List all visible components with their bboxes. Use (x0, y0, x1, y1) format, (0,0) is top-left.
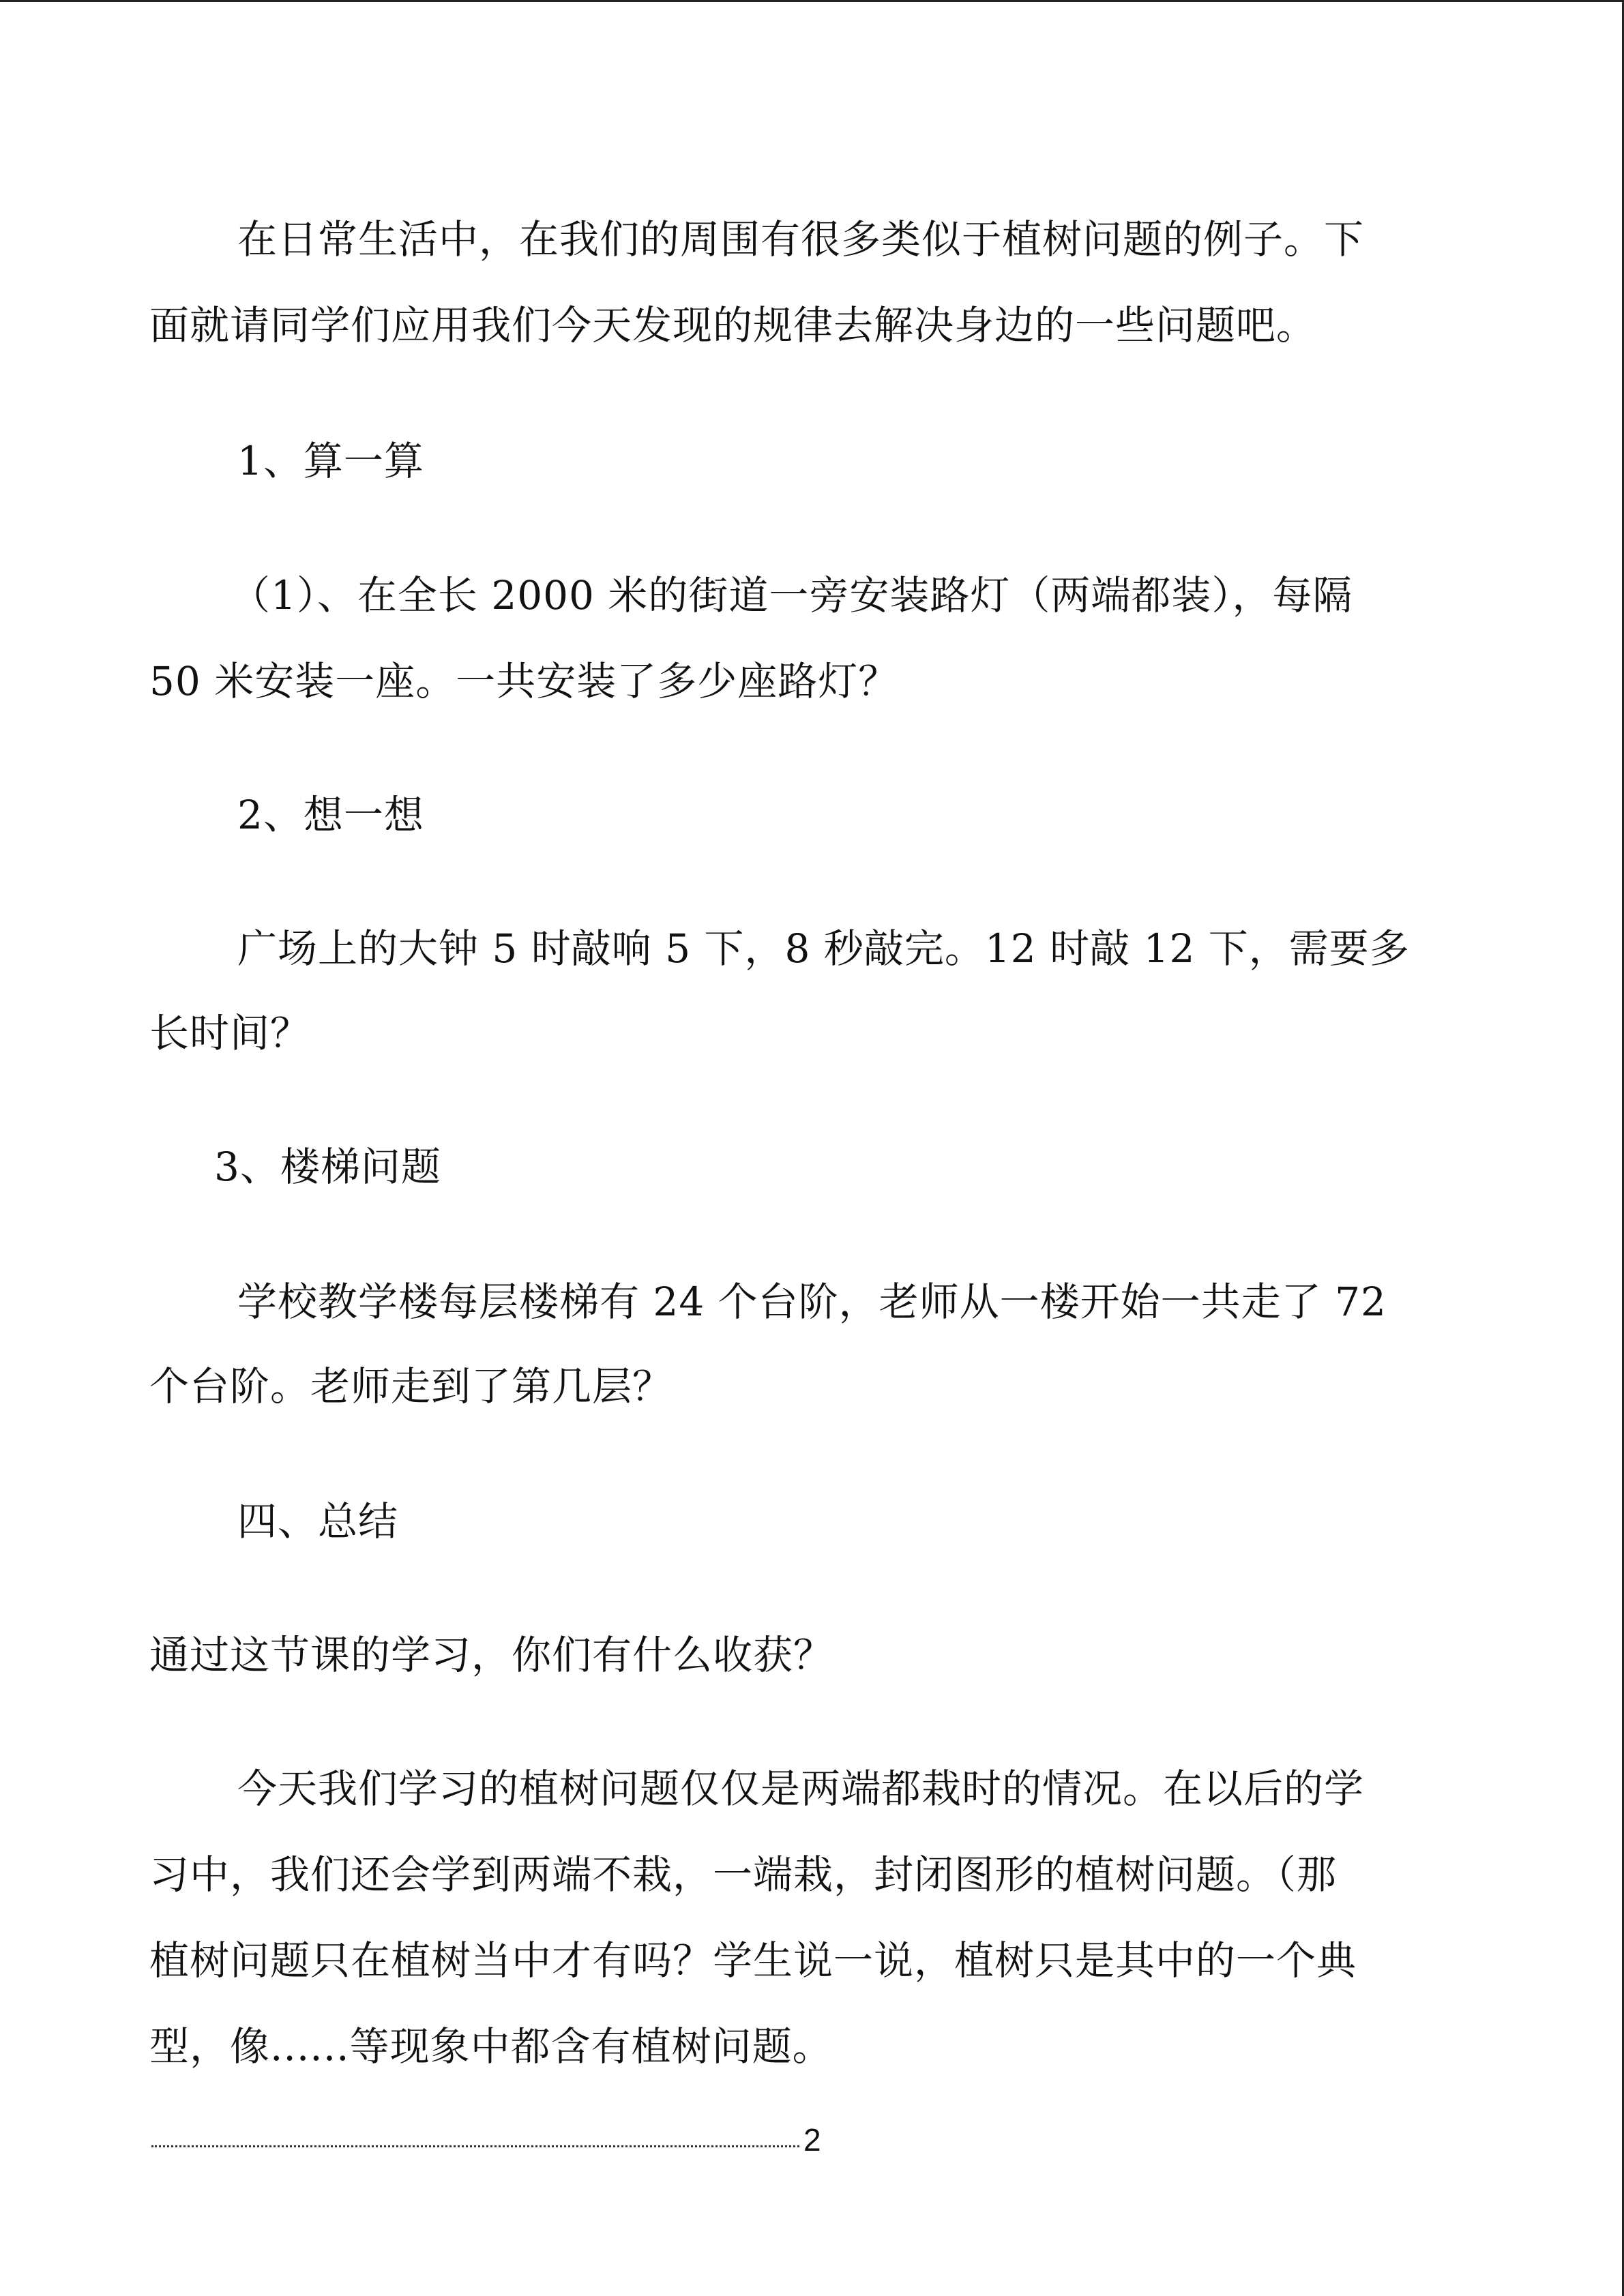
summary-paragraph-line-1: 今天我们学习的植树问题仅仅是两端都栽时的情况。在以后的学 (237, 1765, 1365, 1812)
problem-streetlight-line-1: （1）、在全长 2000 米的街道一旁安装路灯（两端都装），每隔 (231, 572, 1353, 618)
section-heading-stairs: 3、楼梯问题 (214, 1144, 441, 1190)
section-heading-summary: 四、总结 (237, 1498, 399, 1545)
problem-clock-line-1: 广场上的大钟 5 时敲响 5 下，8 秒敲完。12 时敲 12 下，需要多 (237, 925, 1410, 972)
page-number: 2 (803, 2122, 821, 2158)
problem-stairs-line-2: 个台阶。老师走到了第几层？ (149, 1363, 673, 1410)
summary-paragraph-line-2: 习中，我们还会学到两端不栽，一端栽，封闭图形的植树问题。（那 (149, 1851, 1338, 1898)
problem-clock-line-2: 长时间？ (149, 1010, 311, 1056)
paragraph-intro-line-1: 在日常生活中，在我们的周围有很多类似于植树问题的例子。下 (237, 216, 1365, 263)
footer-dotted-leader (151, 2145, 799, 2147)
summary-question: 通过这节课的学习，你们有什么收获？ (149, 1632, 834, 1678)
problem-streetlight-line-2: 50 米安装一座。一共安装了多少座路灯？ (149, 658, 899, 704)
section-heading-think: 2、想一想 (237, 792, 424, 838)
problem-stairs-line-1: 学校教学楼每层楼梯有 24 个台阶，老师从一楼开始一共走了 72 (237, 1279, 1387, 1325)
summary-paragraph-line-3: 植树问题只在植树当中才有吗？学生说一说，植树只是其中的一个典 (149, 1937, 1357, 1984)
section-heading-calculate: 1、算一算 (237, 438, 424, 484)
summary-paragraph-line-4: 型，像......等现象中都含有植树问题。 (149, 2023, 833, 2070)
paragraph-intro-line-2: 面就请同学们应用我们今天发现的规律去解决身边的一些问题吧。 (149, 302, 1317, 348)
